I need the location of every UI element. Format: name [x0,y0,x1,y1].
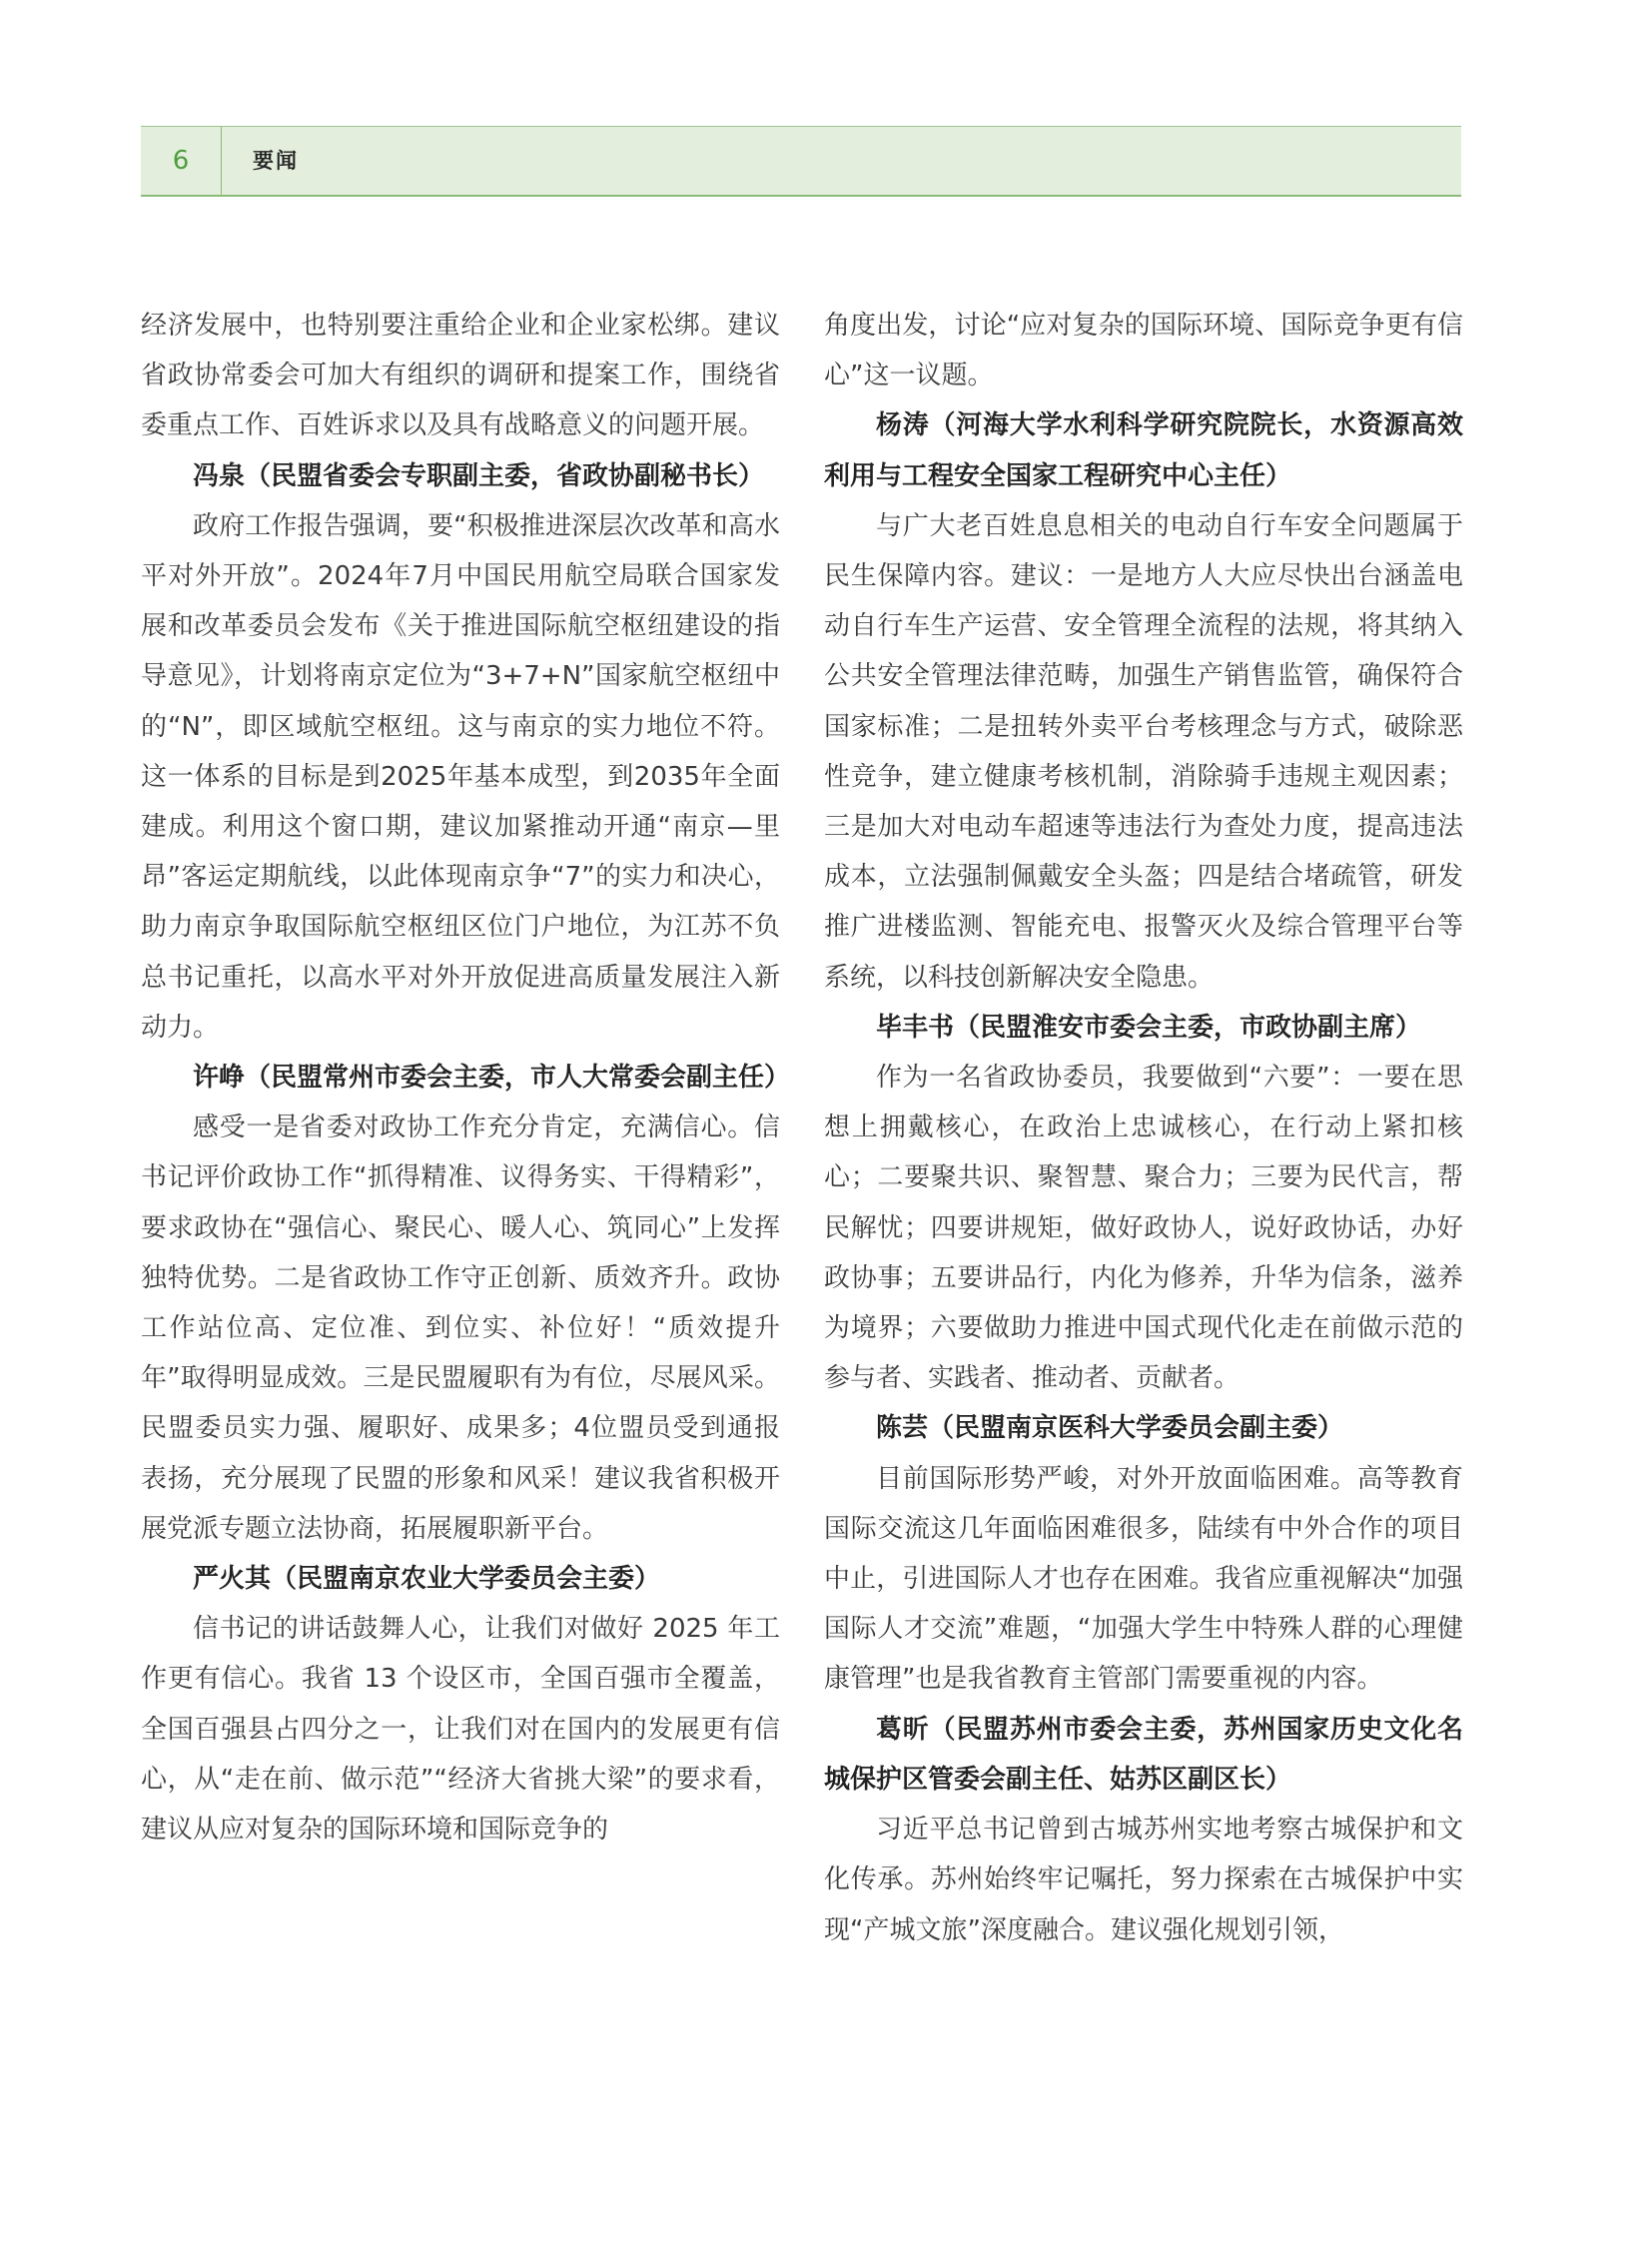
paragraph: 感受一是省委对政协工作充分肯定，充满信心。信书记评价政协工作“抓得精准、议得务实、干得精彩”，要求政协在“强信心、聚民心、暖人心、筑同心”上发挥独特优势。二是省政协工作守正创新、质效齐升。政协工作站位高、定位准、到位实、补位好！“质效提升年”取得明显成效。三是民盟履职有为有位，尽展风采。民盟委员实力强、履职好、成果多；4位盟员受到通报表扬，充分展现了民盟的形象和风采！建议我省积极开展党派专题立法协商，拓展履职新平台。 [141,1113,780,1544]
paragraph: 目前国际形势严峻，对外开放面临困难。高等教育国际交流这几年面临困难很多，陆续有中外合作的项目中止，引进国际人才也存在困难。我省应重视解决“加强国际人才交流”难题，“加强大学生中特殊人群的心理健康管理”也是我省教育主管部门需要重视的内容。 [824,1463,1463,1695]
right-column [824,301,1463,1955]
speaker-heading: 冯泉（民盟省委会专职副主委，省政协副秘书长） [193,460,765,491]
speaker-heading: 陈芸（民盟南京医科大学委员会副主委） [876,1413,1344,1444]
speaker-heading: 毕丰书（民盟淮安市委会主委，市政协副主席） [876,1012,1422,1043]
paragraph: 角度出发，讨论“应对复杂的国际环境、国际竞争更有信心”这一议题。 [824,311,1463,391]
paragraph: 习近平总书记曾到古城苏州实地考察古城保护和文化传承。苏州始终牢记嘱托，努力探索在古城保护中实现“产城文旅”深度融合。建议强化规划引领， [824,1815,1463,1945]
section-title: 要闻 [253,149,299,173]
paragraph: 作为一名省政协委员，我要做到“六要”：一要在思想上拥戴核心，在政治上忠诚核心，在行动上紧扣核心；二要聚共识、聚智慧、聚合力；三要为民代言，帮民解忧；四要讲规矩，做好政协人，说好政协话，办好政协事；五要讲品行，内化为修养，升华为信条，滋养为境界；六要做助力推进中国式现代化走在前做示范的参与者、实践者、推动者、贡献者。 [824,1063,1463,1394]
speaker-heading: 许峥（民盟常州市委会主委，市人大常委会副主任） [193,1063,791,1094]
paragraph: 与广大老百姓息息相关的电动自行车安全问题属于民生保障内容。建议：一是地方人大应尽快出台涵盖电动自行车生产运营、安全管理全流程的法规，将其纳入公共安全管理法律范畴，加强生产销售监管，确保符合国家标准；二是扭转外卖平台考核理念与方式，破除恶性竞争，建立健康考核机制，消除骑手违规主观因素；三是加大对电动车超速等违法行为查处力度，提高违法成本，立法强制佩戴安全头盔；四是结合堵疏管，研发推广进楼监测、智能充电、报警灭火及综合管理平台等系统，以科技创新解决安全隐患。 [824,510,1463,993]
page-header [141,126,1461,197]
paragraph: 信书记的讲话鼓舞人心，让我们对做好 2025 年工作更有信心。我省 13 个设区市，全国百强市全覆盖，全国百强县占四分之一，让我们对在国内的发展更有信心，从“走在前、做示范”“经济大省挑大梁”的要求看，建议从应对复杂的国际环境和国际竞争的 [141,1614,780,1846]
speaker-heading: 严火其（民盟南京农业大学委员会主委） [193,1564,661,1595]
paragraph: 经济发展中，也特别要注重给企业和企业家松绑。建议省政协常委会可加大有组织的调研和提案工作，围绕省委重点工作、百姓诉求以及具有战略意义的问题开展。 [141,311,780,441]
speaker-heading: 杨涛（河海大学水利科学研究院院长，水资源高效利用与工程安全国家工程研究中心主任） [824,410,1463,491]
page-number: 6 [172,146,190,176]
left-column [141,301,791,1855]
header-divider [221,127,222,195]
paragraph: 政府工作报告强调，要“积极推进深层次改革和高水平对外开放”。2024年7月中国民用航空局联合国家发展和改革委员会发布《关于推进国际航空枢纽建设的指导意见》，计划将南京定位为“3+7+N”国家航空枢纽中的“N”，即区域航空枢纽。这与南京的实力地位不符。这一体系的目标是到2025年基本成型，到2035年全面建成。利用这个窗口期，建议加紧推动开通“南京—里昂”客运定期航线，以此体现南京争“7”的实力和决心，助力南京争取国际航空枢纽区位门户地位，为江苏不负总书记重托，以高水平对外开放促进高质量发展注入新动力。 [141,510,780,1043]
speaker-heading: 葛昕（民盟苏州市委会主委，苏州国家历史文化名城保护区管委会副主任、姑苏区副区长） [824,1714,1463,1795]
